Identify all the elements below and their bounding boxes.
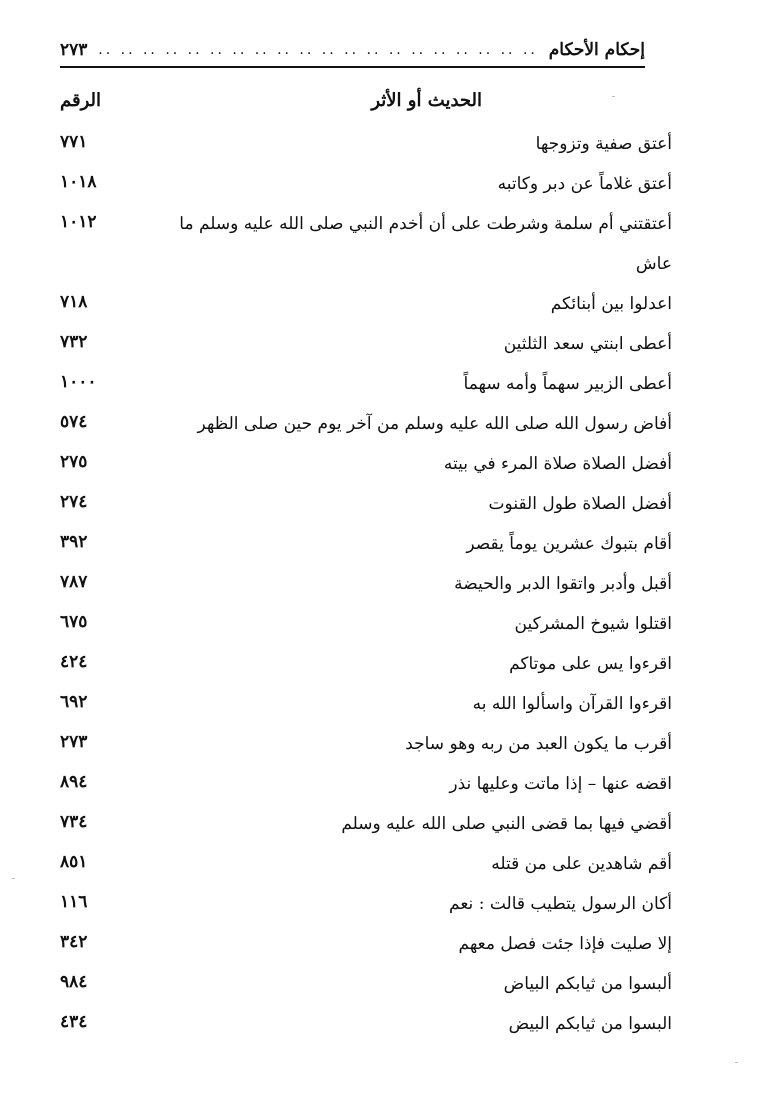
table-row bbox=[60, 804, 672, 844]
hadith-number: ٧٣٤ bbox=[60, 812, 88, 832]
hadith-number: ٣٩٢ bbox=[60, 532, 88, 552]
hadith-text: أقرب ما يكون العبد من ربه وهو ساجد bbox=[405, 734, 672, 754]
column-header-number: الرقم bbox=[60, 90, 102, 111]
table-row bbox=[60, 204, 672, 284]
hadith-number: ٧٧١ bbox=[60, 132, 88, 152]
table-row bbox=[60, 684, 672, 724]
table-row bbox=[60, 364, 672, 404]
hadith-number: ٤٢٤ bbox=[60, 652, 88, 672]
hadith-text: اقتلوا شيوخ المشركين bbox=[514, 614, 672, 634]
hadith-number: ١٠١٨ bbox=[60, 172, 97, 192]
table-row bbox=[60, 764, 672, 804]
running-header bbox=[60, 34, 645, 68]
hadith-text: أفضل الصلاة صلاة المرء في بيته bbox=[443, 454, 672, 474]
hadith-text: أعتق صفية وتزوجها bbox=[535, 134, 672, 154]
hadith-number: ٧٣٢ bbox=[60, 332, 88, 352]
hadith-number: ٨٩٤ bbox=[60, 772, 88, 792]
hadith-text: اقرءوا يس على موتاكم bbox=[509, 654, 672, 674]
table-row bbox=[60, 964, 672, 1004]
hadith-number: ٢٧٤ bbox=[60, 492, 88, 512]
index-table-header bbox=[60, 84, 672, 124]
table-row bbox=[60, 924, 672, 964]
hadith-number: ٩٨٤ bbox=[60, 972, 88, 992]
hadith-number: ٧١٨ bbox=[60, 292, 88, 312]
table-row bbox=[60, 524, 672, 564]
scan-speck bbox=[735, 1062, 738, 1063]
header-dot-leader: .. .. .. .. .. .. .. .. .. .. .. .. .. .. .. .. .. .. .. .. bbox=[98, 42, 538, 58]
table-row bbox=[60, 844, 672, 884]
table-row bbox=[60, 644, 672, 684]
hadith-number: ٢٧٥ bbox=[60, 452, 88, 472]
scan-speck bbox=[12, 878, 15, 879]
hadith-text: اقضه عنها – إذا ماتت وعليها نذر bbox=[449, 774, 672, 794]
hadith-text: أعطى الزبير سهماً وأمه سهماً bbox=[463, 374, 672, 394]
table-row bbox=[60, 444, 672, 484]
hadith-text: أكان الرسول يتطيب قالت : نعم bbox=[449, 894, 672, 914]
hadith-text: أقم شاهدين على من قتله bbox=[491, 854, 672, 874]
hadith-text: اقرءوا القرآن واسألوا الله به bbox=[472, 694, 672, 714]
hadith-text: إلا صليت فإذا جئت فصل معهم bbox=[458, 934, 672, 954]
hadith-text: أعطى ابنتي سعد الثلثين bbox=[503, 334, 672, 354]
table-row bbox=[60, 124, 672, 164]
table-row bbox=[60, 404, 672, 444]
table-row bbox=[60, 604, 672, 644]
hadith-text: أقام بتبوك عشرين يوماً يقصر bbox=[466, 534, 672, 554]
table-row bbox=[60, 724, 672, 764]
hadith-number: ١٠٠٠ bbox=[60, 372, 97, 392]
page-number: ٢٧٣ bbox=[60, 40, 88, 60]
hadith-text: البسوا من ثيابكم البيض bbox=[508, 1014, 672, 1034]
scan-speck bbox=[612, 96, 615, 97]
table-row bbox=[60, 324, 672, 364]
table-row bbox=[60, 284, 672, 324]
hadith-number: ٢٧٣ bbox=[60, 732, 88, 752]
hadith-number: ٦٧٥ bbox=[60, 612, 88, 632]
hadith-number: ٣٤٢ bbox=[60, 932, 88, 952]
table-row bbox=[60, 564, 672, 604]
hadith-number: ٦٩٢ bbox=[60, 692, 88, 712]
hadith-number: ٥٧٤ bbox=[60, 412, 88, 432]
hadith-number: ٨٥١ bbox=[60, 852, 88, 872]
hadith-number: ٧٨٧ bbox=[60, 572, 88, 592]
hadith-number: ٤٣٤ bbox=[60, 1012, 88, 1032]
hadith-text: ألبسوا من ثيابكم البياض bbox=[503, 974, 672, 994]
hadith-text: أقبل وأدبر واتقوا الدبر والحيضة bbox=[454, 574, 672, 594]
hadith-text: أعتق غلاماً عن دبر وكاتبه bbox=[497, 174, 672, 194]
hadith-text: اعدلوا بين أبنائكم bbox=[550, 294, 672, 314]
column-header-hadith: الحديث أو الأثر bbox=[371, 90, 482, 111]
hadith-number: ١٠١٢ bbox=[60, 212, 97, 232]
book-title: إحكام الأحكام bbox=[548, 40, 645, 60]
index-table-body bbox=[60, 124, 672, 1044]
table-row bbox=[60, 884, 672, 924]
hadith-number: ١١٦ bbox=[60, 892, 88, 912]
table-row bbox=[60, 484, 672, 524]
table-row bbox=[60, 164, 672, 204]
hadith-text: أقضي فيها بما قضى النبي صلى الله عليه وسلم bbox=[341, 814, 672, 834]
hadith-text: أفضل الصلاة طول القنوت bbox=[488, 494, 672, 514]
hadith-text: أفاض رسول الله صلى الله عليه وسلم من آخر يوم حين صلى الظهر bbox=[197, 414, 672, 434]
table-row bbox=[60, 1004, 672, 1044]
hadith-text: أعتقتني أم سلمة وشرطت على أن أخدم النبي صلى الله عليه وسلم ما عاش bbox=[179, 214, 672, 274]
